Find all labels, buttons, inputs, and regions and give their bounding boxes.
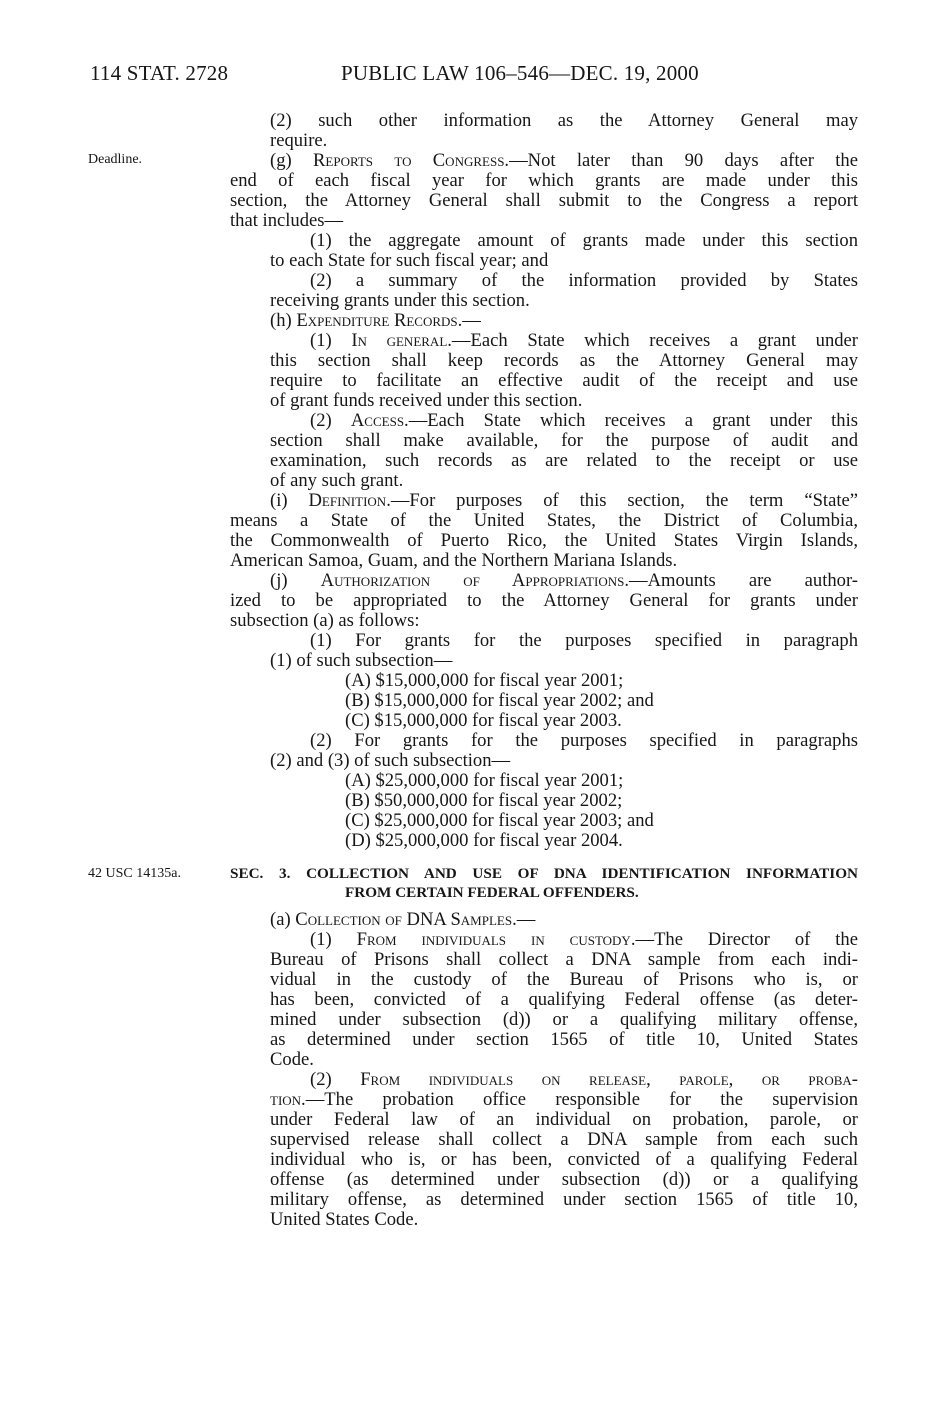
text-line: tion.—The probation office responsible for the supervision [270,1089,858,1110]
text-line: under Federal law of an individual on probation, parole, or [270,1109,858,1130]
text-line: (2) and (3) of such subsection— [270,750,511,771]
text-line: offense (as determined under subsection (d)) or a qualifying [270,1169,858,1190]
margin-note-usc: 42 USC 14135a. [88,866,181,881]
text-line: has been, convicted of a qualifying Federal offense (as deter- [270,989,858,1010]
text-line: (a) Collection of DNA Samples.— [270,909,536,930]
body-text [230,111,858,851]
running-header [90,61,850,87]
text-line: to each State for such fiscal year; and [270,250,549,271]
text-line: of grant funds received under this section. [270,390,583,411]
text-line: (h) Expenditure Records.— [270,310,481,331]
text-line: (2) Access.—Each State which receives a grant under this [310,410,858,431]
text-line: (1) From individuals in custody.—The Director of the [310,929,858,950]
text-line: (1) For grants for the purposes specified in paragraph [310,630,858,651]
text-line: (1) of such subsection— [270,650,453,671]
text-line: (i) Definition.—For purposes of this section, the term “State” [270,490,858,511]
text-line: Bureau of Prisons shall collect a DNA sample from each indi- [270,949,858,970]
text-line: require to facilitate an effective audit of the receipt and use [270,370,858,391]
law-citation: PUBLIC LAW 106–546—DEC. 19, 2000 [341,61,699,85]
text-line: that includes— [230,210,344,231]
text-line: individual who is, or has been, convicted of a qualifying Federal [270,1149,858,1170]
text-line: (2) For grants for the purposes specified in paragraphs [310,730,858,751]
text-line: United States Code. [270,1209,419,1230]
text-line: (2) such other information as the Attorney General may [270,110,858,131]
text-line: American Samoa, Guam, and the Northern Mariana Islands. [230,550,678,571]
text-line: subsection (a) as follows: [230,610,420,631]
text-line: this section shall keep records as the Attorney General may [270,350,858,371]
text-line: of any such grant. [270,470,404,491]
text-line: Code. [270,1049,314,1070]
section-heading-line-1: SEC. 3. COLLECTION AND USE OF DNA IDENTIFICATION INFORMATION [230,865,858,882]
text-line: the Commonwealth of Puerto Rico, the United States Virgin Islands, [230,530,858,551]
text-line: receiving grants under this section. [270,290,530,311]
section-text [230,910,858,1230]
text-line: means a State of the United States, the District of Columbia, [230,510,858,531]
text-line: supervised release shall collect a DNA sample from each such [270,1129,858,1150]
text-line: (D) $25,000,000 for fiscal year 2004. [345,830,623,851]
text-line: (A) $15,000,000 for fiscal year 2001; [345,670,624,691]
text-line: (2) a summary of the information provided by States [310,270,858,291]
text-line: (2) From individuals on release, parole, or proba- [310,1069,858,1090]
section-heading [230,864,858,902]
text-line: (A) $25,000,000 for fiscal year 2001; [345,770,624,791]
margin-note-deadline: Deadline. [88,152,143,167]
text-line: end of each fiscal year for which grants are made under this [230,170,858,191]
text-line: (B) $15,000,000 for fiscal year 2002; and [345,690,654,711]
text-line: as determined under section 1565 of title 10, United States [270,1029,858,1050]
text-line: examination, such records as are related to the receipt or use [270,450,858,471]
page-citation: 114 STAT. 2728 [90,61,229,85]
text-line: (j) Authorization of Appropriations.—Amounts are author- [270,570,858,591]
text-line: (C) $15,000,000 for fiscal year 2003. [345,710,622,731]
text-line: require. [270,130,328,151]
text-line: military offense, as determined under section 1565 of title 10, [270,1189,858,1210]
text-line: section shall make available, for the purpose of audit and [270,430,858,451]
text-line: (g) Reports to Congress.—Not later than 90 days after the [270,150,858,171]
text-line: ized to be appropriated to the Attorney General for grants under [230,590,858,611]
text-line: (1) In general.—Each State which receives a grant under [310,330,858,351]
text-line: (B) $50,000,000 for fiscal year 2002; [345,790,623,811]
text-line: vidual in the custody of the Bureau of Prisons who is, or [270,969,858,990]
text-line: (1) the aggregate amount of grants made under this section [310,230,858,251]
section-heading-line-2: FROM CERTAIN FEDERAL OFFENDERS. [345,884,639,901]
text-line: mined under subsection (d)) or a qualifying military offense, [270,1009,858,1030]
text-line: section, the Attorney General shall submit to the Congress a report [230,190,858,211]
text-line: (C) $25,000,000 for fiscal year 2003; and [345,810,654,831]
